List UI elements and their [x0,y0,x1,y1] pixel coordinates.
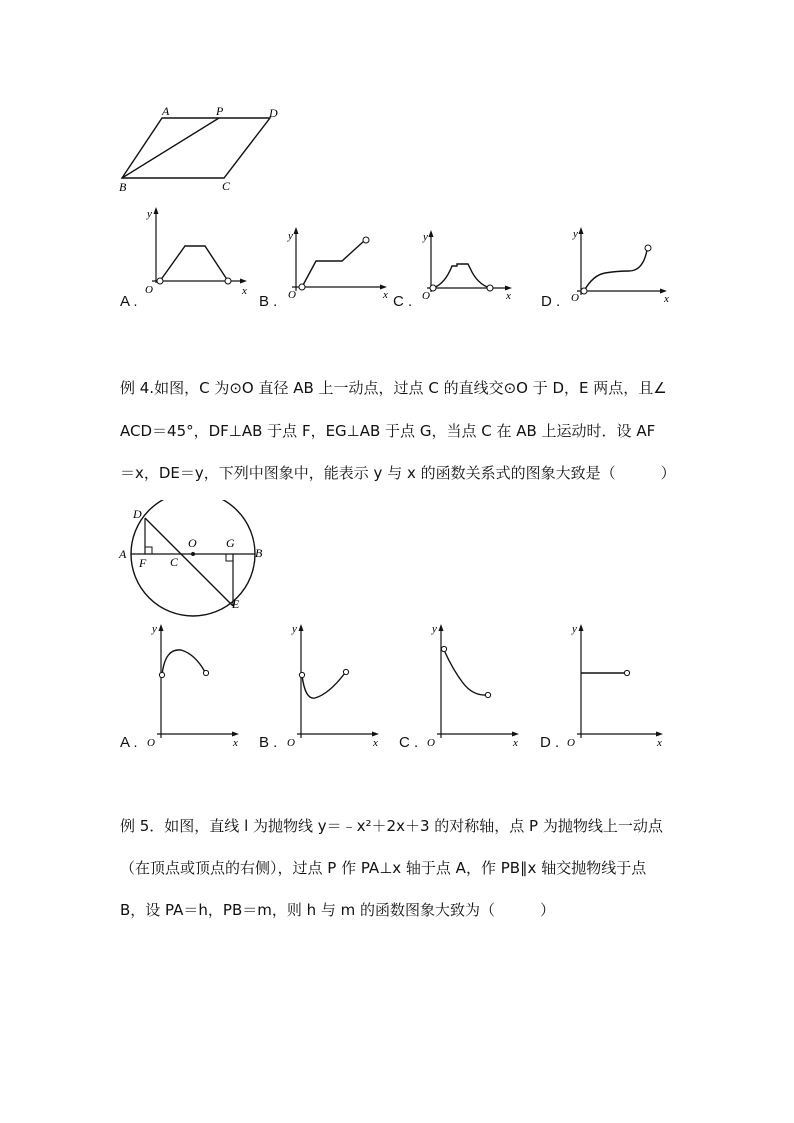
graph-4b [285,620,385,750]
y-axis-label: y [423,231,428,243]
fig1-option-b[interactable]: B . [259,293,278,310]
y-axis-label: y [147,208,152,220]
ex4-line-3: ＝x，DE＝y，下列中图象中，能表示 y 与 x 的函数关系式的图象大致是（ ） [120,464,676,482]
x-axis-label: x [664,293,669,305]
origin-label: O [147,737,155,749]
fig1-option-c[interactable]: C . [393,293,413,310]
point-label-b: B [255,546,263,560]
origin-label: O [422,290,430,302]
ex4-line-2: ACD＝45°，DF⊥AB 于点 F，EG⊥AB 于点 G，当点 C 在 AB 上运动时．设 AF [120,422,656,440]
point-label-c: C [170,555,179,569]
fig1-option-a[interactable]: A . [120,293,138,310]
origin-label: O [567,737,575,749]
graph-1d [565,225,675,305]
ex4-option-c[interactable]: C . [399,734,419,751]
ex4-option-d[interactable]: D . [540,734,560,751]
graph-curve [444,650,487,695]
fig1-option-d[interactable]: D . [541,293,561,310]
origin-label: O [145,284,153,296]
x-axis-label: x [242,285,247,297]
parallelogram-figure [110,100,300,196]
ex5-line-3: B，设 PA＝h，PB＝m，则 h 与 m 的函数图象大致为（ ） [120,901,556,919]
graph-curve [162,650,205,675]
point-label-g: G [226,536,235,550]
graph-curve [302,241,364,287]
origin-label: O [288,289,296,301]
parallelogram [122,118,270,178]
x-axis-label: x [233,737,238,749]
graph-4d [565,620,670,750]
graph-4a [145,620,245,750]
ex5-line-2: （在顶点或顶点的右侧），过点 P 作 PA⊥x 轴于点 A，作 PB∥x 轴交抛物线于点 [120,859,647,877]
graph-1b [280,225,395,305]
segment-bp [122,118,219,178]
point-label-d: D [269,106,278,120]
x-axis-label: x [657,737,662,749]
graph-curve [302,673,345,698]
y-axis-label: y [572,623,577,635]
y-axis-label: y [288,230,293,242]
segment-de [145,518,233,606]
y-axis-label: y [292,623,297,635]
point-label-p: P [216,104,224,118]
point-label-c: C [222,179,231,193]
y-axis-label: y [573,228,578,240]
point-label-d: D [133,507,142,521]
ex5-line-1: 例 5．如图，直线 l 为抛物线 y＝﹣x²＋2x＋3 的对称轴，点 P 为抛物线上一动点 [120,817,663,835]
ex4-line-1: 例 4.如图，C 为⊙O 直径 AB 上一动点，过点 C 的直线交⊙O 于 D，E 两点，且∠ [120,379,667,397]
ex4-option-b[interactable]: B . [259,734,278,751]
y-axis-label: y [152,623,157,635]
graph-curve [160,246,228,281]
point-label-e: E [232,597,240,611]
graph-curve [584,250,647,291]
graph-4c [425,620,525,750]
point-label-a: A [162,104,170,118]
origin-label: O [287,737,295,749]
point-label-f: F [139,556,147,570]
x-axis-label: x [513,737,518,749]
y-axis-label: y [432,623,437,635]
graph-curve [433,264,490,288]
graph-1c [415,228,520,303]
graph-1a [140,205,255,300]
point-label-b: B [119,180,127,194]
x-axis-label: x [373,737,378,749]
origin-label: O [427,737,435,749]
point-label-a: A [119,547,127,561]
x-axis-label: x [506,290,511,302]
point-label-o: O [188,536,197,550]
ex4-option-a[interactable]: A . [120,734,138,751]
x-axis-label: x [383,289,388,301]
origin-label: O [571,292,579,304]
